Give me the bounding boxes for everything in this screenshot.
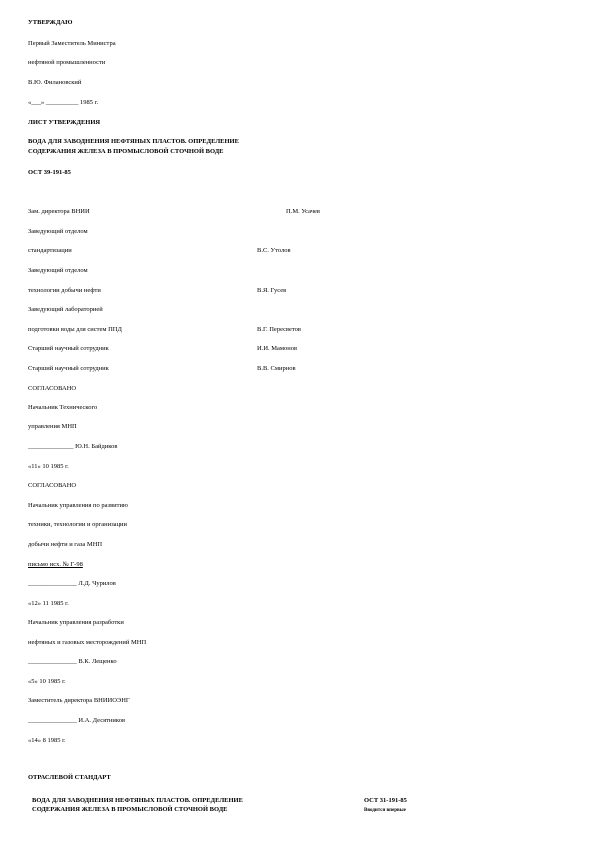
agreement-date: «5» 10 1985 г. <box>28 678 66 685</box>
staff-position: Заведующий отделом <box>28 267 88 274</box>
agreement-department: нефтяных и газовых месторождений МНП <box>28 639 147 646</box>
footer-title-line-1: ВОДА ДЛЯ ЗАВОДНЕНИЯ НЕФТЯНЫХ ПЛАСТОВ. ОПРЕДЕЛЕНИЕ <box>32 797 243 804</box>
staff-name: И.И. Мамонов <box>257 345 298 352</box>
staff-position: стандартизации <box>28 247 72 254</box>
agreement-position: Начальник управления разработки <box>28 619 124 626</box>
doc-title-line-1: ВОДА ДЛЯ ЗАВОДНЕНИЯ НЕФТЯНЫХ ПЛАСТОВ. ОПРЕДЕЛЕНИЕ <box>28 138 239 145</box>
staff-position: Старший научный сотрудник <box>28 345 109 352</box>
doc-code: ОСТ 39-191-85 <box>28 169 71 176</box>
staff-position: Заведующий отделом <box>28 228 88 235</box>
footer-title-line-2: СОДЕРЖАНИЯ ЖЕЛЕЗА В ПРОМЫСЛОВОЙ СТОЧНОЙ ВОДЕ <box>32 806 228 813</box>
agreement-department: управления МНП <box>28 423 77 430</box>
footer-code: ОСТ 31-191-85 <box>364 797 407 804</box>
agreement-date: «11» 10 1985 г. <box>28 463 69 470</box>
approval-position: Первый Заместитель Министра <box>28 40 116 47</box>
sheet-title: ЛИСТ УТВЕРЖДЕНИЯ <box>28 119 101 126</box>
agreement-date: «12» 11 1985 г. <box>28 600 69 607</box>
staff-position: технологии добычи нефти <box>28 287 101 294</box>
staff-name: В.Г. Пересветов <box>257 326 301 333</box>
staff-name: В.В. Смирнов <box>257 365 296 372</box>
standard-type: ОТРАСЛЕВОЙ СТАНДАРТ <box>28 774 111 781</box>
approval-signer: В.Ю. Филановский <box>28 79 82 86</box>
staff-position: подготовки воды для систем ППД <box>28 326 122 333</box>
agreement-signer: ______________ Ю.Н. Байдиков <box>28 443 118 450</box>
staff-position: Заведующий лабораторией <box>28 306 103 313</box>
agreement-position: Начальник управления по развитию <box>28 502 128 509</box>
approval-date: «___» __________ 1985 г. <box>28 99 99 106</box>
staff-name: В.С. Утолов <box>257 247 291 254</box>
agreement-heading: СОГЛАСОВАНО <box>28 385 77 392</box>
agreement-date: «14» 8 1985 г. <box>28 737 66 744</box>
agreement-position: Начальник Технического <box>28 404 98 411</box>
agreement-letter-ref: письмо исх. № Г-98 <box>28 561 83 568</box>
staff-name: В.Я. Гусев <box>257 287 287 294</box>
footer-note: Вводится впервые <box>364 808 406 813</box>
doc-title-line-2: СОДЕРЖАНИЯ ЖЕЛЕЗА В ПРОМЫСЛОВОЙ СТОЧНОЙ ВОДЕ <box>28 148 224 155</box>
staff-position: Зам. директора ВНИИ <box>28 208 90 215</box>
agreement-position-cont: техники, технологии и организации <box>28 521 128 528</box>
agreement-department: добычи нефти и газа МНП <box>28 541 103 548</box>
agreement-signer: _______________ Л.Д. Чурилов <box>28 580 116 587</box>
agreement-heading: СОГЛАСОВАНО <box>28 482 77 489</box>
approval-ministry: нефтяной промышленности <box>28 59 106 66</box>
staff-name: П.М. Усачев <box>286 208 320 215</box>
staff-position: Старший научный сотрудник <box>28 365 109 372</box>
agreement-signer: _______________ В.К. Лещенко <box>28 658 117 665</box>
approval-heading: УТВЕРЖДАЮ <box>28 19 73 26</box>
agreement-position: Заместитель директора ВНИИОЭНГ <box>28 697 130 704</box>
agreement-signer: _______________ И.А. Десятников <box>28 717 126 724</box>
